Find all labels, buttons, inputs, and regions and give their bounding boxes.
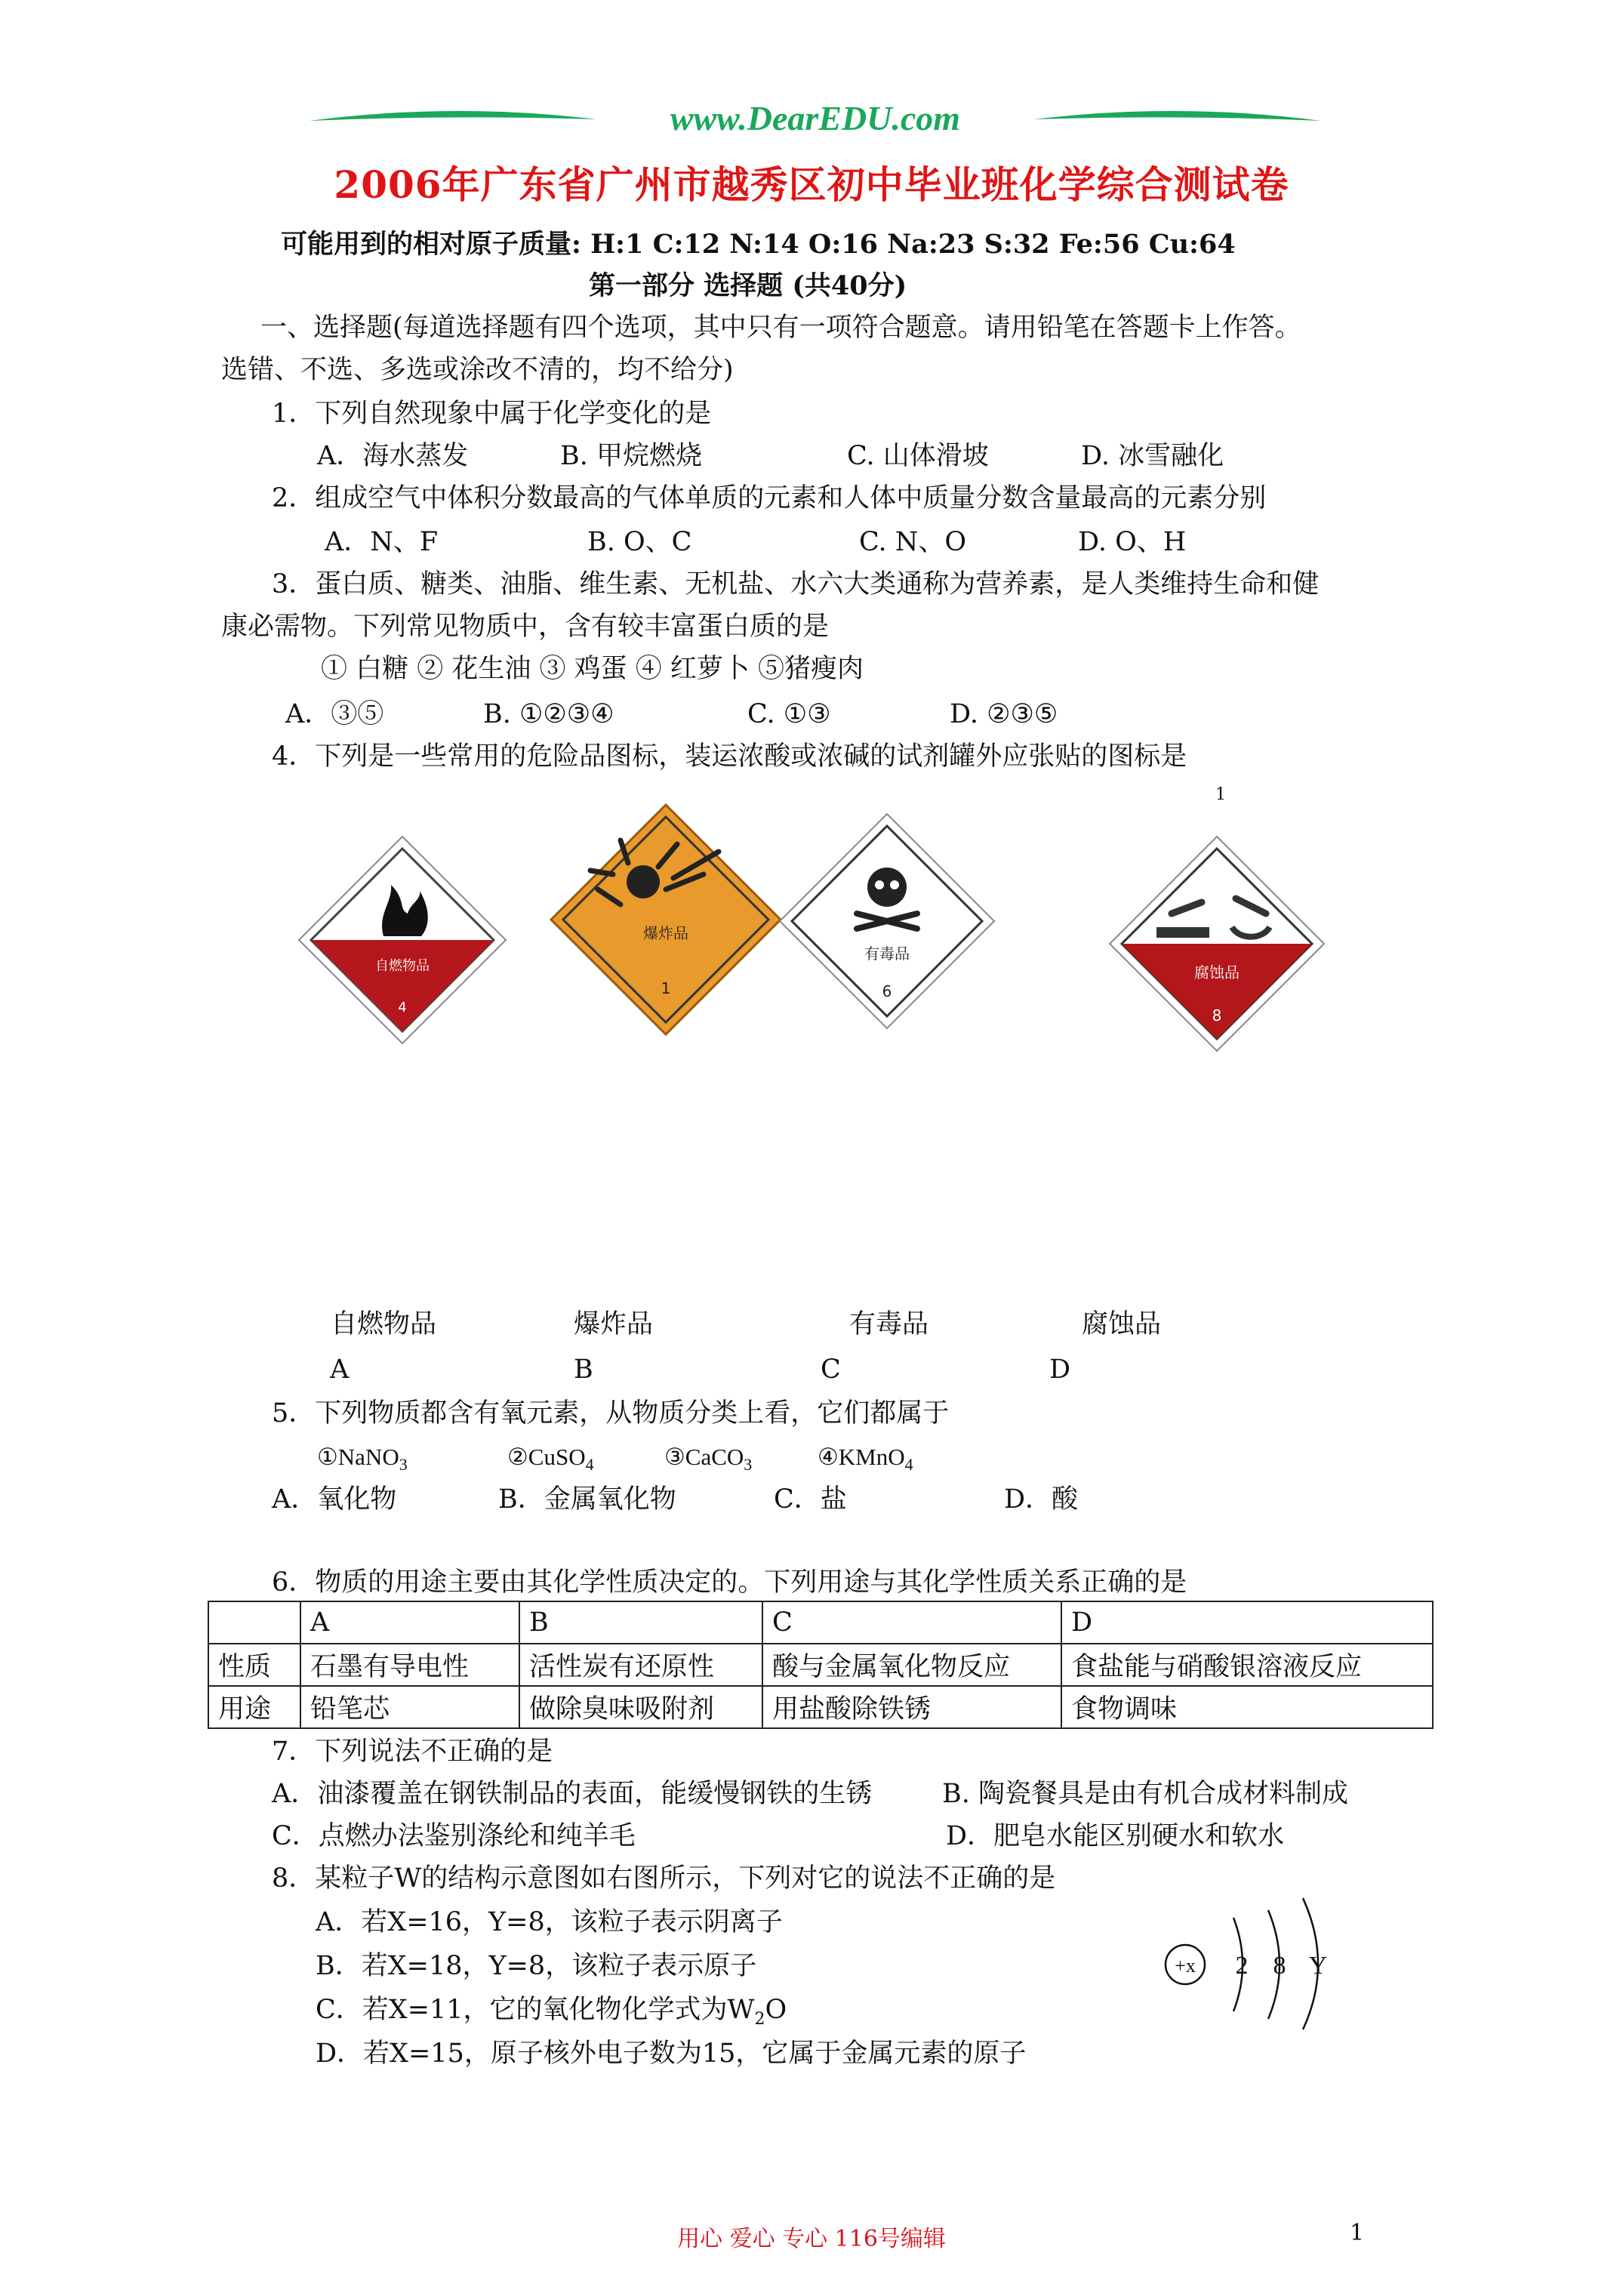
shell-3-count: Y <box>1308 1952 1328 1980</box>
q1-option-b: B. 甲烷燃烧 <box>560 441 702 471</box>
sign-d-letter: D <box>1049 1354 1071 1385</box>
q5-option-b: B．金属氧化物 <box>498 1484 676 1515</box>
q2-option-a: A．N、F <box>325 527 439 557</box>
q1-stem: 1．下列自然现象中属于化学变化的是 <box>272 399 712 429</box>
table-cell: A <box>300 1601 519 1644</box>
q1-option-d: D. 冰雪融化 <box>1081 441 1224 471</box>
q8-option-b: B．若X=18，Y=8，该粒子表示原子 <box>316 1951 757 1981</box>
site-logo: www.DearEDU.com <box>670 99 961 137</box>
q7-stem: 7．下列说法不正确的是 <box>272 1737 553 1767</box>
q3-option-a: A．③⑤ <box>285 699 384 729</box>
sign-d-text: 腐蚀品 <box>1194 963 1240 982</box>
q7-option-b: B. 陶瓷餐具是由有机合成材料制成 <box>942 1779 1348 1809</box>
q3-items: ① 白糖 ② 花生油 ③ 鸡蛋 ④ 红萝卜 ⑤猪瘦肉 <box>321 654 864 684</box>
q2-option-b: B. O、C <box>587 527 692 557</box>
q8-option-a: A．若X=16，Y=8，该粒子表示阴离子 <box>316 1907 783 1937</box>
nucleus-label: +x <box>1175 1955 1196 1977</box>
sign-b-letter: B <box>574 1354 593 1385</box>
table-cell: 用盐酸除铁锈 <box>762 1686 1061 1728</box>
q5-option-d: D．酸 <box>1004 1484 1079 1515</box>
q2-option-d: D. O、H <box>1078 527 1187 557</box>
instructions-line2: 选错、不选、多选或涂改不清的，均不给分) <box>221 355 734 385</box>
table-cell: 做除臭味吸附剂 <box>519 1686 762 1728</box>
sign-c-class: 6 <box>882 982 892 1000</box>
stray-mark: 1 <box>1215 785 1226 804</box>
atom-structure-diagram <box>1155 1880 1366 2031</box>
table-cell: 用途 <box>208 1686 300 1728</box>
q7-option-a: A．油漆覆盖在钢铁制品的表面，能缓慢钢铁的生锈 <box>272 1779 873 1809</box>
q5-compound-2: ②CuSO$_4$ <box>507 1444 594 1475</box>
q5-compound-3: ③CaCO$_3$ <box>664 1444 753 1475</box>
right-swoosh <box>1034 111 1321 121</box>
q1-option-c: C. 山体滑坡 <box>847 441 989 471</box>
sign-c-label: 有毒品 <box>849 1309 929 1339</box>
table-cell <box>208 1601 300 1644</box>
q5-compound-4: ④KMnO$_4$ <box>818 1444 913 1475</box>
q3-stem-line1: 3．蛋白质、糖类、油脂、维生素、无机盐、水六大类通称为营养素，是人类维持生命和健 <box>272 569 1320 599</box>
sign-d-class: 8 <box>1212 1006 1222 1025</box>
header-decoration <box>302 98 1329 143</box>
sign-a-letter: A <box>330 1354 350 1385</box>
shell-1-count: 2 <box>1235 1952 1249 1980</box>
q3-option-c: C. ①③ <box>747 699 831 729</box>
table-cell: 食盐能与硝酸银溶液反应 <box>1061 1644 1433 1686</box>
page-number: 1 <box>1350 2220 1365 2246</box>
instructions-line1: 一、选择题(每道选择题有四个选项，其中只有一项符合题意。请用铅笔在答题卡上作答。 <box>260 313 1301 343</box>
q6-stem: 6．物质的用途主要由其化学性质决定的。下列用途与其化学性质关系正确的是 <box>272 1567 1187 1598</box>
hazard-sign-explosive <box>545 799 787 1040</box>
sign-a-label: 自燃物品 <box>331 1309 437 1339</box>
sign-a-text: 自燃物品 <box>375 958 430 974</box>
q2-option-c: C. N、O <box>859 527 967 557</box>
footer-text: 用心 爱心 专心 116号编辑 <box>677 2226 946 2252</box>
q5-stem: 5．下列物质都含有氧元素，从物质分类上看，它们都属于 <box>272 1398 950 1428</box>
q1-option-a: A．海水蒸发 <box>317 441 469 471</box>
q4-stem: 4．下列是一些常用的危险品图标，装运浓酸或浓碱的试剂罐外应张贴的图标是 <box>272 741 1187 772</box>
table-cell: D <box>1061 1601 1433 1644</box>
table-row <box>208 1644 1433 1686</box>
table-cell: 酸与金属氧化物反应 <box>762 1644 1061 1686</box>
q6-table <box>208 1601 1434 1729</box>
table-header-row <box>208 1601 1433 1644</box>
table-cell: 石墨有导电性 <box>300 1644 519 1686</box>
q2-stem: 2．组成空气中体积分数最高的气体单质的元素和人体中质量分数含量最高的元素分别 <box>272 483 1267 513</box>
shell-2-count: 8 <box>1273 1952 1286 1980</box>
table-row <box>208 1686 1433 1728</box>
hazard-sign-flammable <box>293 831 512 1049</box>
sign-b-label: 爆炸品 <box>574 1309 654 1339</box>
q7-option-c: C．点燃办法鉴别涤纶和纯羊毛 <box>272 1821 636 1851</box>
sign-b-text: 爆炸品 <box>643 924 688 942</box>
q5-compound-1: ①NaNO$_3$ <box>317 1444 408 1475</box>
hazard-sign-toxic <box>774 808 1000 1034</box>
table-cell: B <box>519 1601 762 1644</box>
table-cell: 食物调味 <box>1061 1686 1433 1728</box>
q3-stem-line2: 康必需物。下列常见物质中，含有较丰富蛋白质的是 <box>221 612 830 642</box>
sign-c-text: 有毒品 <box>864 945 910 963</box>
sign-c-letter: C <box>821 1354 841 1385</box>
q8-option-d: D．若X=15，原子核外电子数为15，它属于金属元素的原子 <box>316 2039 1027 2069</box>
sign-d-label: 腐蚀品 <box>1082 1309 1162 1339</box>
q7-option-d: D．肥皂水能区别硬水和软水 <box>946 1821 1285 1851</box>
left-swoosh <box>310 111 596 121</box>
table-cell: 活性炭有还原性 <box>519 1644 762 1686</box>
q8-option-c: C．若X=11，它的氧化物化学式为$W_2O$ <box>316 1995 787 2029</box>
q5-option-a: A．氧化物 <box>272 1484 397 1515</box>
q8-stem: 8．某粒子W的结构示意图如右图所示，下列对它的说法不正确的是 <box>272 1863 1056 1894</box>
q5-option-c: C．盐 <box>774 1484 847 1515</box>
hazard-sign-corrosive <box>1104 831 1330 1057</box>
page-title: 2006年广东省广州市越秀区初中毕业班化学综合测试卷 <box>334 162 1289 207</box>
part-heading: 第一部分 选择题 (共40分) <box>589 270 907 301</box>
atomic-masses: 可能用到的相对原子质量: H:1 C:12 N:14 O:16 Na:23 S:32 Fe:56 Cu:64 <box>281 229 1236 260</box>
q3-option-d: D. ②③⑤ <box>950 699 1058 729</box>
table-cell: 铅笔芯 <box>300 1686 519 1728</box>
table-cell: 性质 <box>208 1644 300 1686</box>
sign-a-class: 4 <box>398 1000 407 1015</box>
sign-b-class: 1 <box>661 979 671 997</box>
table-cell: C <box>762 1601 1061 1644</box>
q3-option-b: B. ①②③④ <box>483 699 614 729</box>
